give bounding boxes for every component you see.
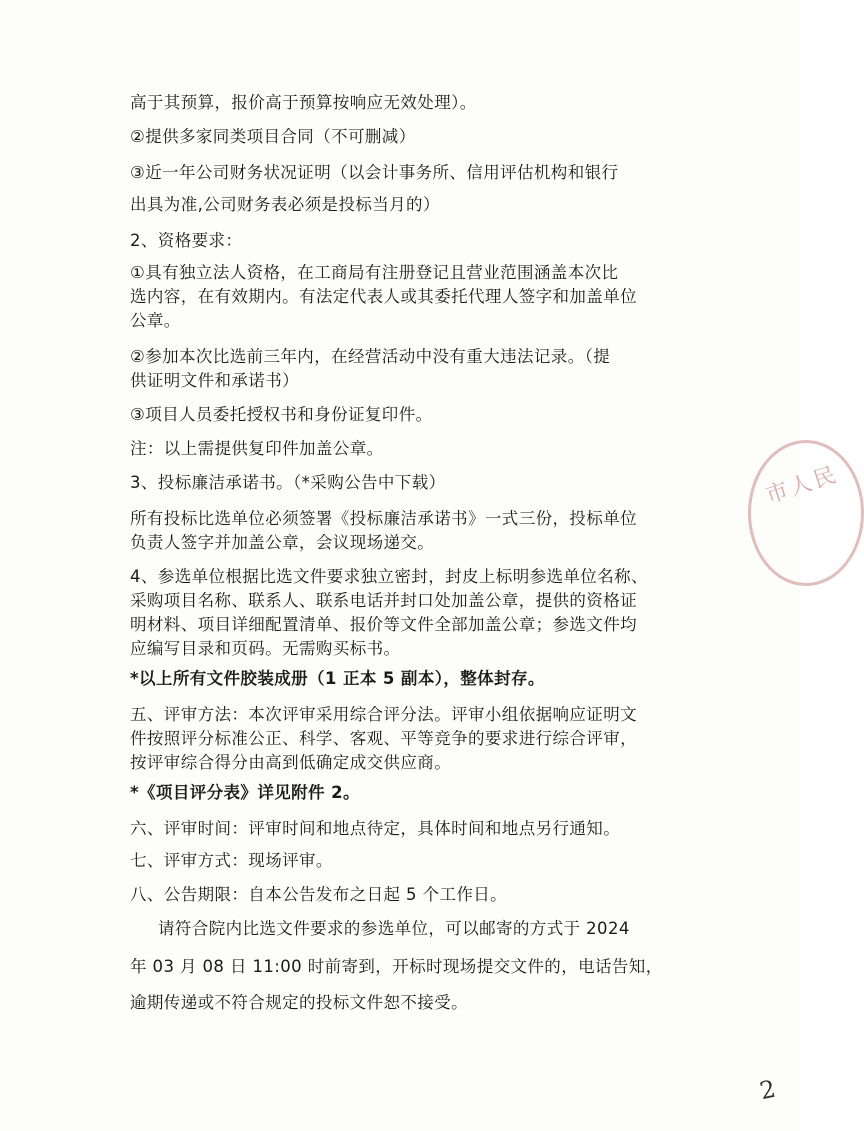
section-heading: 2、资格要求： — [130, 231, 243, 250]
text-line: ③项目人员委托授权书和身份证复印件。 — [130, 405, 433, 424]
text-line: 件按照评分标准公正、科学、客观、平等竞争的要求进行综合评审， — [130, 729, 637, 748]
text-line: ②参加本次比选前三年内，在经营活动中没有重大违法记录。（提 — [130, 347, 611, 366]
emphasis-line: *以上所有文件胶装成册（1 正本 5 副本），整体封存。 — [130, 669, 545, 688]
text-line: 公章。 — [130, 311, 181, 330]
section-heading: 五、评审方法：本次评审采用综合评分法。评审小组依据响应证明文 — [130, 705, 637, 724]
note-line: 注：以上需提供复印件加盖公章。 — [130, 439, 384, 458]
text-line: 应编写目录和页码。无需购买标书。 — [130, 639, 401, 658]
page-number: 2 — [757, 1074, 779, 1106]
text-line: 出具为准,公司财务表必须是投标当月的） — [130, 195, 440, 214]
text-line: 按评审综合得分由高到低确定成交供应商。 — [130, 753, 452, 772]
text-line: 高于其预算，报价高于预算按响应无效处理）。 — [130, 93, 477, 112]
text-line: 负责人签字并加盖公章，会议现场递交。 — [130, 533, 435, 552]
emphasis-line: *《项目评分表》详见附件 2。 — [130, 783, 360, 802]
text-line: ②提供多家同类项目合同（不可删减） — [130, 127, 416, 146]
section-heading: 八、公告期限：自本公告发布之日起 5 个工作日。 — [130, 885, 508, 904]
text-line: 请符合院内比选文件要求的参选单位，可以邮寄的方式于 2024 — [158, 919, 630, 938]
stamp-text: 市人民 — [762, 462, 842, 510]
text-line: 选内容，在有效期内。有法定代表人或其委托代理人签字和加盖单位 — [130, 287, 637, 306]
text-line: ①具有独立法人资格，在工商局有注册登记且营业范围涵盖本次比 — [130, 263, 619, 282]
official-seal-stamp — [748, 440, 864, 586]
text-line: 明材料、项目详细配置清单、报价等文件全部加盖公章；参选文件均 — [130, 615, 637, 634]
text-line: ③近一年公司财务状况证明（以会计事务所、信用评估机构和银行 — [130, 163, 619, 182]
text-line: 供证明文件和承诺书） — [130, 371, 299, 390]
section-heading: 3、投标廉洁承诺书。（*采购公告中下载） — [130, 473, 446, 492]
section-heading: 六、评审时间：评审时间和地点待定，具体时间和地点另行通知。 — [130, 819, 621, 838]
text-line: 4、参选单位根据比选文件要求独立密封，封皮上标明参选单位名称、 — [130, 567, 648, 586]
text-line: 逾期传递或不符合规定的投标文件恕不接受。 — [130, 993, 468, 1012]
section-heading: 七、评审方式：现场评审。 — [130, 851, 333, 870]
text-line: 采购项目名称、联系人、联系电话并封口处加盖公章，提供的资格证 — [130, 591, 637, 610]
text-line: 所有投标比选单位必须签署《投标廉洁承诺书》一式三份，投标单位 — [130, 509, 637, 528]
text-line: 年 03 月 08 日 11:00 时前寄到，开标时现场提交文件的，电话告知， — [130, 957, 663, 976]
